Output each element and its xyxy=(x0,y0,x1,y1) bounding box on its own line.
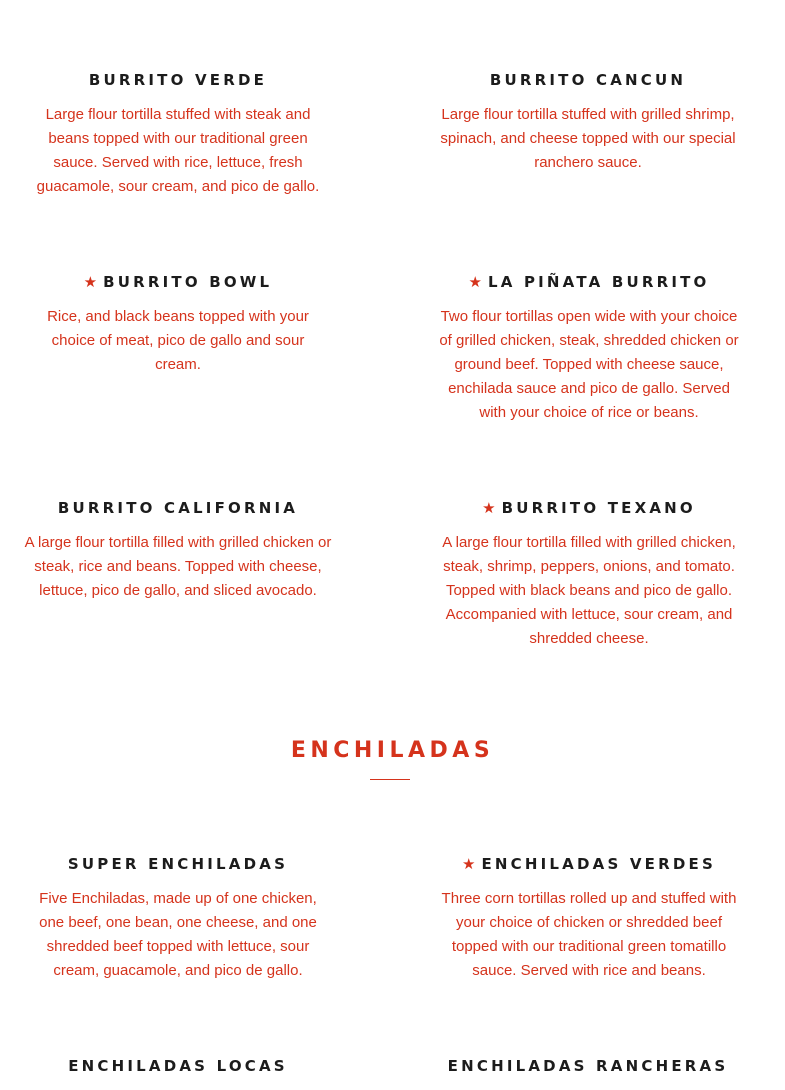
menu-item-burrito-bowl xyxy=(40,272,316,377)
item-title xyxy=(434,854,744,874)
star-icon: ★ xyxy=(462,855,476,873)
item-title-text: SUPER ENCHILADAS xyxy=(67,855,289,873)
star-icon: ★ xyxy=(83,273,98,291)
menu-item-super-enchiladas xyxy=(36,854,320,983)
item-title-text: BURRITO CANCUN xyxy=(489,71,687,89)
section-title-enchiladas: ENCHILADAS xyxy=(290,738,495,763)
item-title xyxy=(28,70,328,90)
section-divider xyxy=(370,779,410,780)
menu-item-enchiladas-locas xyxy=(28,1056,328,1076)
item-title-text: BURRITO BOWL xyxy=(103,273,273,291)
item-title-text: ENCHILADAS LOCAS xyxy=(68,1057,288,1075)
menu-item-enchiladas-rancheras xyxy=(432,1056,744,1076)
item-title xyxy=(440,498,738,518)
item-title-text: BURRITO TEXANO xyxy=(501,499,696,517)
item-description: Three corn tortillas rolled up and stuffed with your choice of chicken or shredded beef topped with our traditional green tomatillo sauce. Served with rice and beans. xyxy=(441,890,737,979)
star-icon: ★ xyxy=(482,499,496,517)
item-description: Rice, and black beans topped with your choice of meat, pico de gallo and sour cream. xyxy=(47,308,309,373)
item-description: A large flour tortilla filled with grilled chicken, steak, shrimp, peppers, onions, and tomato. Topped with black beans and pico de gallo. Accompanied with lettuce, sour cream, and shredded cheese. xyxy=(442,534,736,647)
menu-item-burrito-verde xyxy=(28,70,328,199)
menu-item-la-pinata-burrito xyxy=(438,272,740,425)
menu-item-enchiladas-verdes xyxy=(434,854,744,983)
item-title-text: ENCHILADAS VERDES xyxy=(481,855,716,873)
menu-item-burrito-texano xyxy=(440,498,738,651)
item-description: A large flour tortilla filled with grilled chicken or steak, rice and beans. Topped with cheese, lettuce, pico de gallo, and sliced avocado. xyxy=(24,534,332,599)
item-title-text: ENCHILADAS RANCHERAS xyxy=(447,1057,729,1075)
item-title xyxy=(36,854,320,874)
item-description: Two flour tortillas open wide with your choice of grilled chicken, steak, shredded chicken or ground beef. Topped with cheese sauce, enchilada sauce and pico de gallo. Served with your choice of rice or beans. xyxy=(439,308,739,421)
item-title-text: BURRITO CALIFORNIA xyxy=(57,499,299,517)
item-title xyxy=(432,70,744,90)
clipped-previous-row xyxy=(0,0,785,2)
item-description: Large flour tortilla stuffed with steak and beans topped with our traditional green sauce. Served with rice, lettuce, fresh guacamole, sour cream, and pico de gallo. xyxy=(36,106,320,195)
star-icon: ★ xyxy=(468,273,482,291)
item-title-text: LA PIÑATA BURRITO xyxy=(487,273,710,291)
item-title xyxy=(22,498,334,518)
item-title xyxy=(438,272,740,292)
item-title xyxy=(432,1056,744,1076)
item-title-text: BURRITO VERDE xyxy=(88,71,268,89)
item-title xyxy=(40,272,316,292)
item-description: Five Enchiladas, made up of one chicken, one beef, one bean, one cheese, and one shredded beef topped with lettuce, sour cream, guacamole, and pico de gallo. xyxy=(39,890,317,979)
menu-item-burrito-cancun xyxy=(432,70,744,175)
item-title xyxy=(28,1056,328,1076)
clipped-heading-left xyxy=(148,0,217,2)
item-description: Large flour tortilla stuffed with grilled shrimp, spinach, and cheese topped with our special ranchero sauce. xyxy=(440,106,736,171)
menu-item-burrito-california xyxy=(22,498,334,603)
